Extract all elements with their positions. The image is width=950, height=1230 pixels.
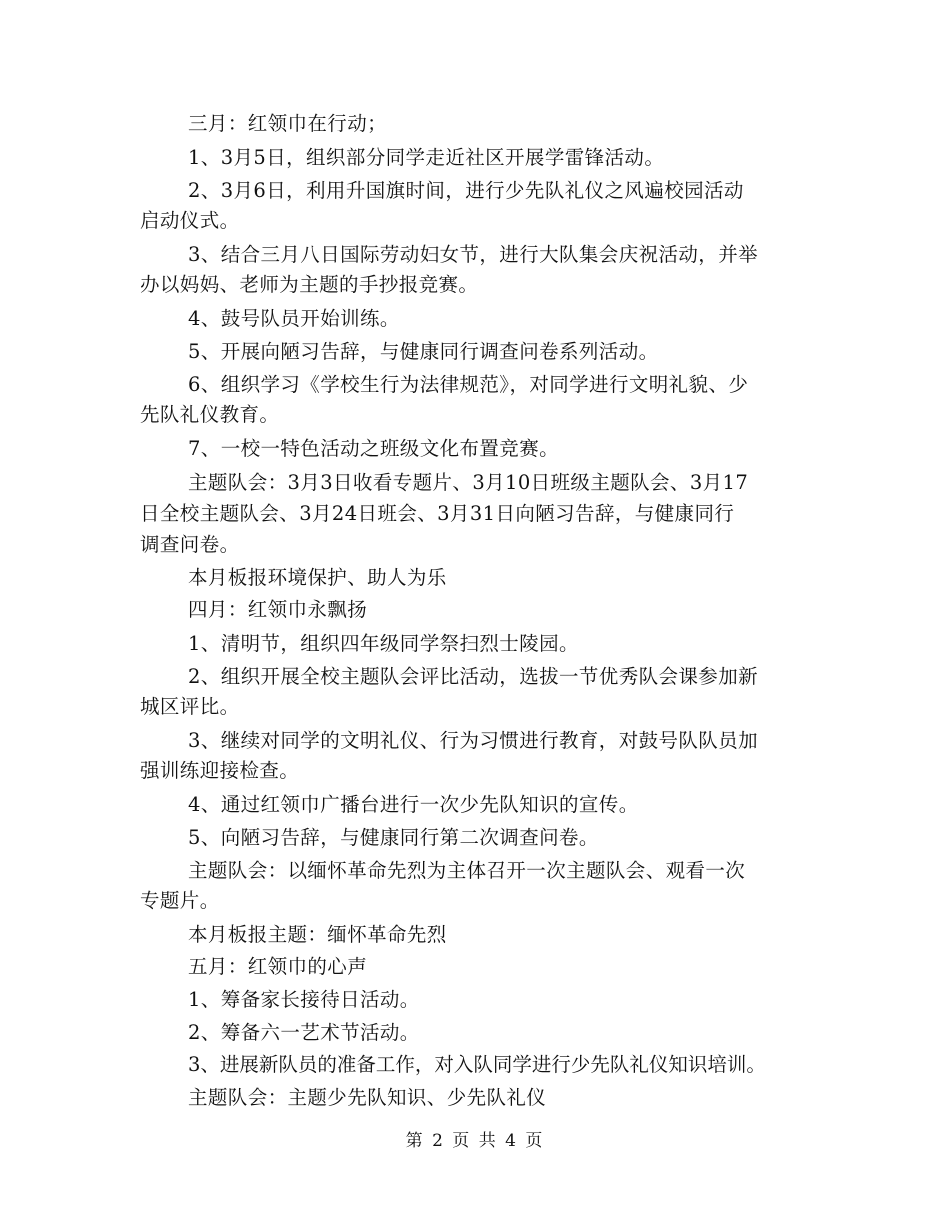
text-line: 强训练迎接检查。 <box>140 759 300 782</box>
text-line: 5、开展向陋习告辞，与健康同行调查问卷系列活动。 <box>188 340 659 363</box>
text-line: 先队礼仪教育。 <box>140 403 280 426</box>
section-heading: 四月：红领巾永飘扬 <box>188 598 368 621</box>
text-line: 1、3月5日，组织部分同学走近社区开展学雷锋活动。 <box>188 146 665 169</box>
text-line: 调查问卷。 <box>140 533 240 556</box>
text-line: 1、清明节，组织四年级同学祭扫烈士陵园。 <box>188 632 579 655</box>
text-line: 本月板报主题：缅怀革命先烈 <box>188 923 447 946</box>
text-line: 主题队会：3月3日收看专题片、3月10日班级主题队会、3月17 <box>188 471 749 494</box>
section-heading: 五月：红领巾的心声 <box>188 955 368 978</box>
text-line: 三月：红领巾在行动； <box>188 112 388 135</box>
text-line: 4、通过红领巾广播台进行一次少先队知识的宣传。 <box>188 793 639 816</box>
text-line: 1、筹备家长接待日活动。 <box>188 988 420 1011</box>
text-line: 专题片。 <box>140 889 220 912</box>
text-line: 5、向陋习告辞，与健康同行第二次调查问卷。 <box>188 826 599 849</box>
text-line: 日全校主题队会、3月24日班会、3月31日向陋习告辞，与健康同行 <box>140 502 735 525</box>
text-line: 3、进展新队员的准备工作，对入队同学进行少先队礼仪知识培训。 <box>188 1053 766 1076</box>
text-line: 启动仪式。 <box>140 209 240 232</box>
text-line: 2、组织开展全校主题队会评比活动，选拔一节优秀队会课参加新 <box>188 665 759 688</box>
text-line: 6、组织学习《学校生行为法律规范》，对同学进行文明礼貌、少 <box>188 373 749 396</box>
text-line: 4、鼓号队员开始训练。 <box>188 307 400 330</box>
text-line: 办以妈妈、老师为主题的手抄报竞赛。 <box>140 273 479 296</box>
text-line: 2、筹备六一艺术节活动。 <box>188 1021 420 1044</box>
text-line: 2、3月6日，利用升国旗时间，进行少先队礼仪之风遍校园活动 <box>188 179 744 202</box>
text-line: 3、结合三月八日国际劳动妇女节，进行大队集会庆祝活动，并举 <box>188 243 759 266</box>
text-line: 主题队会：主题少先队知识、少先队礼仪 <box>188 1086 547 1109</box>
page-number-footer: 第 2 页 共 4 页 <box>405 1131 545 1151</box>
text-line: 7、一校一特色活动之班级文化布置竞赛。 <box>188 437 560 460</box>
text-line: 城区评比。 <box>140 695 240 718</box>
text-line: 3、继续对同学的文明礼仪、行为习惯进行教育，对鼓号队队员加 <box>188 729 759 752</box>
text-line: 本月板报环境保护、助人为乐 <box>188 566 447 589</box>
text-line: 主题队会：以缅怀革命先烈为主体召开一次主题队会、观看一次 <box>188 859 746 882</box>
